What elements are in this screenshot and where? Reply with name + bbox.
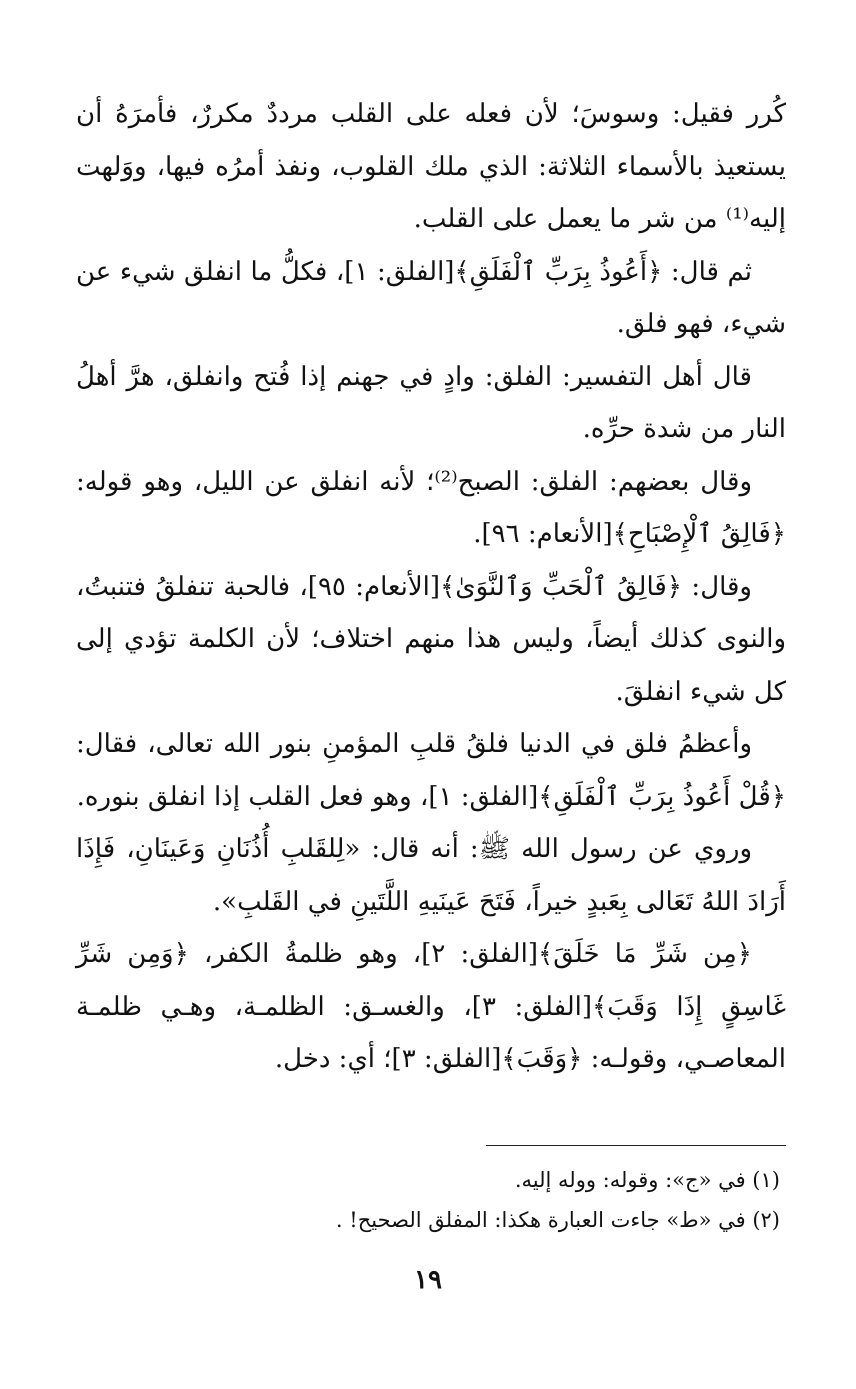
paragraph-4: وقال بعضهم: الفلق: الصبح⁽²⁾؛ لأنه انفلق عن الليل، وهو قوله: ﴿فَالِقُ ٱلْإِصْبَاحِ﴾[الأنعام: ٩٦]. (76, 466, 786, 549)
paragraph-6: وأعظمُ فلق في الدنيا فلقُ قلبِ المؤمنِ بنور الله تعالى، فقال: ﴿قُلْ أَعُوذُ بِرَبِّ ٱلْفَلَقِ﴾[الفلق: ١]، وهو فعل القلب إذا انفلق بنوره. (76, 729, 786, 812)
paragraph-2: ثم قال: ﴿أَعُوذُ بِرَبِّ ٱلْفَلَقِ﴾[الفلق: ١]، فكلُّ ما انفلق شيء عن شيء، فهو فلق. (76, 256, 786, 339)
paragraph-8: ﴿مِن شَرِّ مَا خَلَقَ﴾[الفلق: ٢]، وهو ظلمةُ الكفر، ﴿وَمِن شَرِّ غَاسِقٍ إِذَا وَقَبَ﴾[الفلق: ٣]، والغسـق: الظلمـة، وهـي ظلمـة المعاصـي، وقولـه: ﴿وَقَبَ﴾[الفلق: ٣]؛ أي: دخل. (76, 939, 786, 1074)
paragraph-5: وقال: ﴿فَالِقُ ٱلْحَبِّ وَٱلنَّوَىٰ﴾[الأنعام: ٩٥]، فالحبة تنفلقُ فتنبتُ، والنوى كذلك أيضاً، وليس هذا منهم اختلاف؛ لأن الكلمة تؤدي إلى كل شيء انفلقَ. (76, 571, 786, 707)
paragraph-3: قال أهل التفسير: الفلق: وادٍ في جهنم إذا فُتح وانفلق، هرَّ أهلُ النار من شدة حرِّه. (76, 361, 786, 444)
paragraph-7: وروي عن رسول الله ﷺ: أنه قال: «لِلقَلبِ أُذُنَانِ وَعَينَانِ، فَإِذَا أَرَادَ اللهُ تَعَالى بِعَبدٍ خيراً، فَتَحَ عَينَيهِ اللَّتَينِ في القَلبِ». (76, 834, 786, 917)
paragraph-1: كُرر فقيل: وسوسَ؛ لأن فعله على القلب مرددٌ مكررٌ، فأمرَهُ أن يستعيذ بالأسماء الثلاثة: الذي ملك القلوب، ونفذ أمرُه فيها، ووَلهت إليه⁽¹⁾ من شر ما يعمل على القلب. (76, 99, 786, 234)
footnote-1: (١) في «ج»: وقوله: ووله إليه. (514, 1168, 780, 1192)
main-text (76, 88, 786, 1086)
footnote-divider (486, 1145, 786, 1146)
footnote-2: (٢) في «ط» جاءت العبارة هكذا: المفلق الصحيح! . (335, 1208, 780, 1232)
footnotes (76, 1160, 780, 1240)
page-number: ١٩ (414, 1265, 442, 1295)
